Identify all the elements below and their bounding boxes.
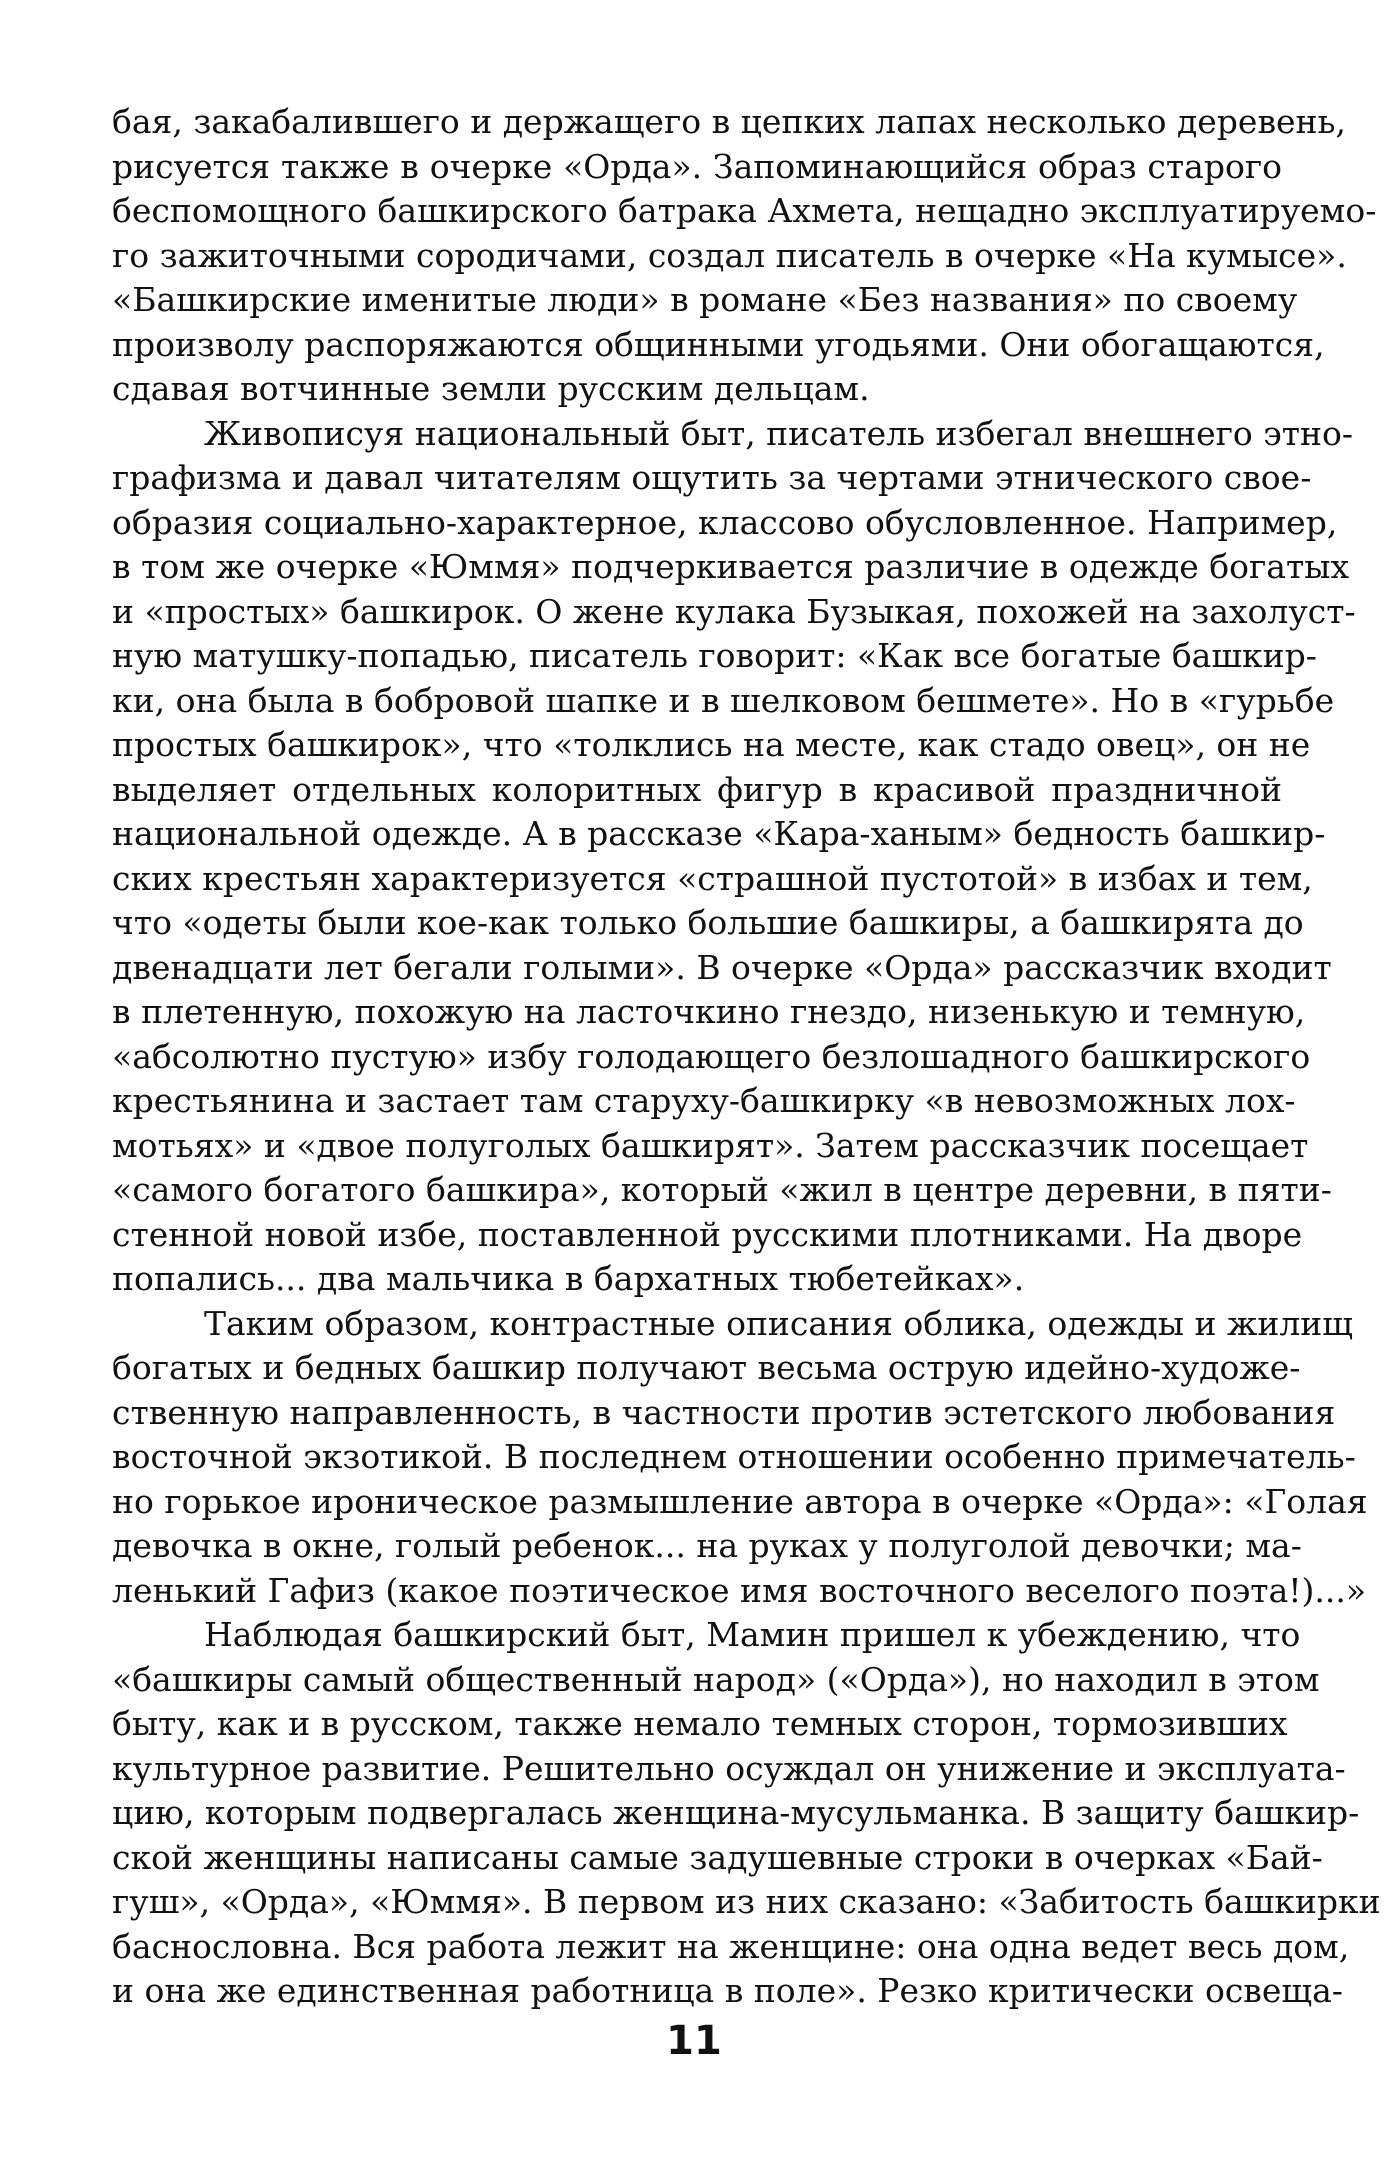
text-line: го зажиточными сородичами, создал писатель в очерке «На кумысе». [112,235,1347,275]
text-line: ки, она была в бобровой шапке и в шелковом бешмете». Но в «гурьбе [112,680,1335,720]
text-line: ную матушку-попадью, писатель говорит: «Как все богатые башкир- [112,636,1317,675]
text-line: «башкиры самый общественный народ» («Орда»), но находил в этом [112,1659,1320,1699]
text-line: двенадцати лет бегали голыми». В очерке «Орда» рассказчик входит [112,947,1332,987]
text-line: ской женщины написаны самые задушевные строки в очерках «Бай- [112,1837,1323,1877]
text-line: Наблюдая башкирский быт, Мамин пришел к убеждению, что [204,1615,1301,1654]
text-line: гуш», «Орда», «Юммя». В первом из них сказано: «Забитость башкирки [112,1882,1381,1921]
page-number: 11 [666,2018,722,2064]
paragraph-4 [112,1613,1381,2014]
text-line: рисуется также в очерке «Орда». Запоминающийся образ старого [112,146,1282,186]
text-line: но горькое ироническое размышление автора в очерке «Орда»: «Голая [112,1481,1368,1521]
text-line: девочка в окне, голый ребенок... на руках у полуголой девочки; ма- [112,1526,1302,1565]
text-line: сдавая вотчинные земли русским дельцам. [112,369,870,408]
text-line: баснословна. Вся работа лежит на женщине: она одна ведет весь дом, [112,1926,1350,1966]
text-line: и она же единственная работница в поле». Резко критически освеща- [112,1971,1343,2010]
text-line: и «простых» башкирок. О жене кулака Бузыкая, похожей на захолуст- [112,591,1356,631]
text-line: простых башкирок», что «толклись на месте, как стадо овец», он не [112,725,1311,764]
text-line: беспомощного башкирского батрака Ахмета, нещадно эксплуатируемо- [112,191,1377,230]
text-line: ленький Гафиз (какое поэтическое имя восточного веселого поэта!)...» [112,1570,1367,1610]
text-line: в плетенную, похожую на ласточкино гнездо, низенькую и темную, [112,992,1306,1031]
text-line: бая, закабалившего и держащего в цепких лапах несколько деревень, [112,102,1347,141]
text-line: «абсолютно пустую» избу голодающего безлошадного башкирского [112,1036,1311,1076]
text-line: ских крестьян характеризуется «страшной пустотой» в избах и тем, [112,858,1313,898]
text-line: выделяет отдельных колоритных фигур в красивой праздничной [112,769,1282,809]
paragraph-2 [112,412,1356,1302]
text-line: что «одеты были кое-как только большие башкиры, а башкирята до [112,903,1304,942]
paragraph-1 [112,100,1377,412]
text-line: мотьях» и «двое полуголых башкирят». Затем рассказчик посещает [112,1125,1309,1165]
text-line: стенной новой избе, поставленной русскими плотниками. На дворе [112,1214,1303,1254]
text-line: восточной экзотикой. В последнем отношении особенно примечатель- [112,1437,1356,1476]
text-line: крестьянина и застает там старуху-башкирку «в невозможных лох- [112,1081,1296,1120]
text-line: быту, как и в русском, также немало темных сторон, тормозивших [112,1704,1288,1743]
paragraph-3 [112,1302,1368,1614]
text-line: Таким образом, контрастные описания облика, одежды и жилищ [204,1303,1353,1343]
text-line: «Башкирские именитые люди» в романе «Без названия» по своему [112,280,1298,319]
text-line: Живописуя национальный быт, писатель избегал внешнего этно- [204,413,1354,453]
text-line: попались... два мальчика в бархатных тюбетейках». [112,1259,1025,1298]
text-line: графизма и давал читателям ощутить за чертами этнического свое- [112,458,1312,497]
text-line: культурное развитие. Решительно осуждал он унижение и эксплуата- [112,1748,1346,1788]
text-line: богатых и бедных башкир получают весьма острую идейно-художе- [112,1348,1301,1387]
text-line: «самого богатого башкира», который «жил в центре деревни, в пяти- [112,1170,1332,1209]
text-line: произволу распоряжаются общинными угодьями. Они обогащаются, [112,324,1325,364]
text-line: цию, которым подвергалась женщина-мусульманка. В защиту башкир- [112,1793,1360,1832]
text-line: образия социально-характерное, классово обусловленное. Например, [112,502,1338,542]
text-line: национальной одежде. А в рассказе «Кара-ханым» бедность башкир- [112,814,1326,853]
text-line: в том же очерке «Юммя» подчеркивается различие в одежде богатых [112,547,1350,586]
text-line: ственную направленность, в частности против эстетского любования [112,1392,1336,1432]
page-body [112,100,1381,2014]
